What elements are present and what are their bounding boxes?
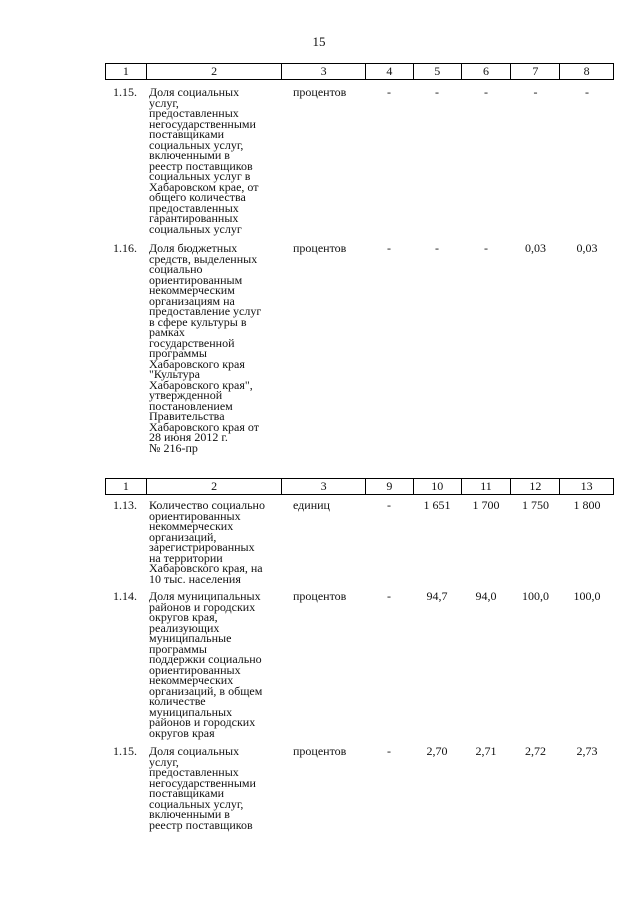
row-number: 1.14.: [113, 589, 137, 603]
row-value: 2,71: [475, 744, 497, 758]
text-line: Правительства: [149, 409, 225, 423]
text-line: муниципальных: [149, 704, 233, 719]
row-value: -: [387, 744, 391, 758]
row-value: -: [435, 85, 439, 99]
text-line: количестве: [149, 694, 206, 708]
header-cell: 9: [365, 479, 413, 494]
text-line: некоммерческих: [149, 519, 234, 533]
text-line: ориентированных: [149, 662, 241, 677]
row-unit: процентов: [293, 241, 347, 255]
text-line: средств, выделенных: [149, 251, 258, 266]
row-value: 94,7: [426, 589, 448, 603]
header-cell: 5: [413, 64, 461, 79]
text-line: округов края,: [149, 610, 218, 624]
text-line: "Культура: [149, 367, 200, 381]
text-line: социальных услуг,: [149, 137, 244, 152]
row-value: 100,0: [522, 589, 549, 603]
row-value: -: [435, 241, 439, 255]
table1-header: [105, 63, 614, 80]
row-number: 1.15.: [113, 744, 137, 758]
text-line: районов и городских: [149, 715, 256, 729]
row-number: 1.16.: [113, 241, 137, 255]
row-unit: процентов: [293, 744, 347, 758]
row-value: -: [387, 589, 391, 603]
text-line: ориентированных: [149, 508, 241, 523]
text-line: гарантированных: [149, 211, 239, 225]
page-number: 15: [312, 34, 326, 49]
row-value: -: [484, 241, 488, 255]
text-line: рамках: [149, 325, 185, 339]
row-value: 94,0: [475, 589, 497, 603]
text-line: некоммерческим: [149, 283, 235, 297]
text-line: в сфере культуры в: [149, 314, 247, 329]
row-value: -: [533, 85, 538, 99]
row-value: -: [387, 498, 391, 512]
text-line: Доля муниципальных: [149, 589, 261, 603]
row-unit: процентов: [293, 589, 347, 603]
header-cell: 3: [281, 479, 365, 494]
row-description: [145, 243, 281, 453]
row-description: [145, 500, 281, 584]
text-line: негосударственными: [149, 116, 256, 131]
text-line: Доля социальных: [149, 744, 240, 758]
table2-header: [105, 478, 614, 495]
table-row: [105, 87, 614, 234]
text-line: социальных услуг,: [149, 796, 244, 811]
text-line: Хабаровском крае, от: [149, 179, 259, 194]
text-line: утвержденной: [149, 388, 223, 402]
text-line: Количество социально: [149, 498, 265, 512]
header-cell: 7: [510, 64, 559, 79]
row-value: -: [387, 85, 391, 99]
text-line: реализующих: [149, 620, 220, 635]
text-line: округов края: [149, 725, 215, 740]
header-cell: 8: [559, 64, 613, 79]
text-line: государственной: [149, 335, 235, 350]
text-line: реестр поставщиков: [149, 158, 253, 173]
text-line: некоммерческих: [149, 673, 234, 687]
text-line: 28 июня 2012 г.: [149, 430, 228, 444]
text-line: Доля бюджетных: [149, 241, 238, 255]
text-line: постановлением: [149, 398, 233, 413]
header-cell: 2: [146, 479, 281, 494]
text-line: Хабаровского края: [149, 356, 245, 371]
table-row: [105, 591, 614, 738]
row-description: [145, 746, 281, 830]
text-line: зарегистрированных: [149, 540, 255, 554]
row-value: 1 700: [472, 498, 500, 512]
header-cell: 6: [461, 64, 511, 79]
table-row: [105, 243, 614, 453]
text-line: ориентированным: [149, 272, 243, 287]
row-value: 2,72: [525, 744, 546, 758]
text-line: организаций,: [149, 529, 217, 544]
text-line: поставщиками: [149, 127, 225, 141]
table-row: [105, 746, 614, 830]
text-line: услуг,: [149, 95, 179, 110]
row-value: 1 750: [522, 498, 549, 512]
text-line: включенными в: [149, 148, 230, 162]
text-line: включенными в: [149, 807, 230, 821]
text-line: организаций, в общем: [149, 683, 263, 698]
header-cell: 12: [510, 479, 559, 494]
text-line: районов и городских: [149, 599, 256, 614]
header-cell: 10: [413, 479, 461, 494]
text-line: предоставленных: [149, 200, 239, 215]
header-cell: 1: [122, 64, 129, 78]
text-line: муниципальные: [149, 631, 232, 645]
header-cell: 4: [365, 64, 413, 79]
row-value: 2,73: [576, 744, 598, 758]
row-value: 1 651: [423, 498, 451, 512]
text-line: негосударственными: [149, 775, 256, 790]
text-line: на территории: [149, 550, 223, 565]
text-line: поставщиками: [149, 786, 225, 800]
text-line: предоставленных: [149, 765, 239, 779]
text-line: программы: [149, 641, 207, 656]
header-cell: 11: [461, 479, 511, 494]
row-unit: единиц: [293, 498, 330, 512]
header-cell: 2: [146, 64, 281, 79]
row-value: 0,03: [525, 241, 546, 255]
row-number: 1.13.: [113, 498, 137, 512]
text-line: Хабаровского края от: [149, 419, 259, 434]
row-value: 100,0: [573, 589, 601, 603]
text-line: социально: [149, 262, 203, 276]
text-line: организациям на: [149, 293, 235, 308]
row-value: -: [484, 85, 488, 99]
text-line: Доля социальных: [149, 85, 240, 99]
row-value: 0,03: [576, 241, 598, 255]
row-description: [145, 591, 281, 738]
text-line: реестр поставщиков: [149, 817, 253, 832]
text-line: поддержки социально: [149, 652, 262, 666]
table-row: [105, 500, 614, 584]
row-unit: процентов: [293, 85, 347, 99]
text-line: социальных услуг в: [149, 169, 251, 183]
text-line: № 216-пр: [149, 440, 198, 455]
text-line: услуг,: [149, 754, 179, 769]
text-line: социальных услуг: [149, 221, 242, 236]
header-cell: 1: [122, 479, 129, 493]
text-line: Хабаровского края",: [149, 377, 253, 392]
text-line: общего количества: [149, 190, 246, 204]
text-line: программы: [149, 346, 207, 360]
row-value: 2,70: [426, 744, 448, 758]
row-value: 1 800: [573, 498, 601, 512]
row-value: -: [387, 241, 391, 255]
text-line: предоставление услуг: [149, 304, 262, 318]
text-line: предоставленных: [149, 106, 239, 120]
header-cell: 13: [559, 479, 613, 494]
row-number: 1.15.: [113, 85, 137, 99]
row-description: [145, 87, 281, 234]
text-line: 10 тыс. населения: [149, 571, 241, 586]
text-line: Хабаровского края, на: [149, 561, 263, 575]
row-value: -: [585, 85, 589, 99]
header-cell: 3: [281, 64, 365, 79]
